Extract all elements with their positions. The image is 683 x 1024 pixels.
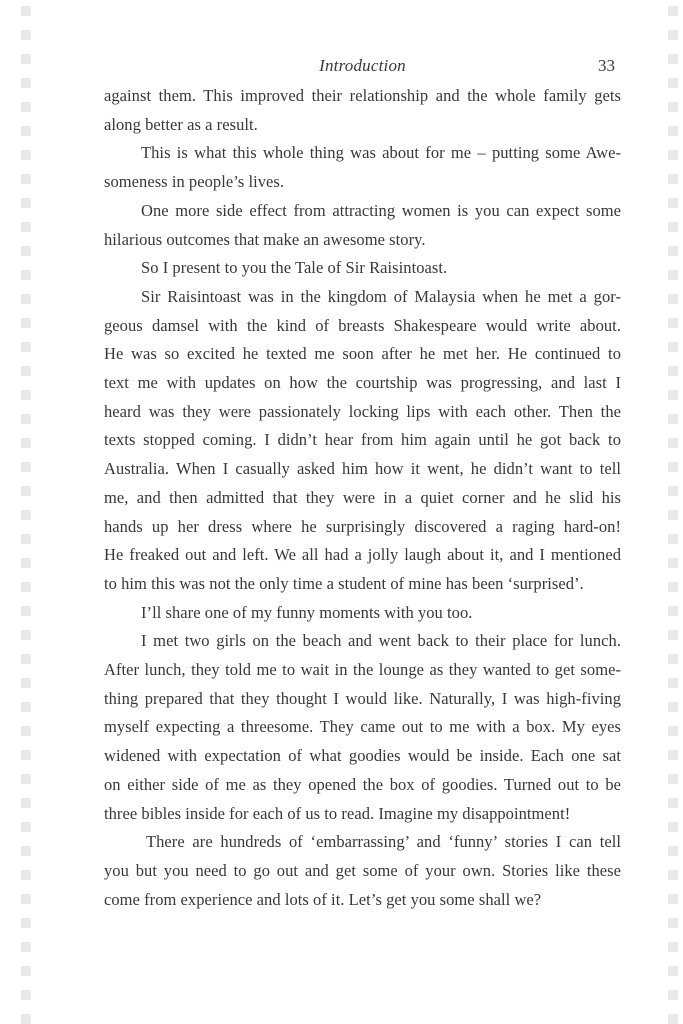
- text-line: heard was they were passionately locking lips with each other. Then the: [104, 401, 621, 421]
- paragraph: [104, 254, 621, 283]
- page-number: 33: [598, 56, 615, 75]
- scan-artifact-right: [668, 6, 678, 1024]
- paragraph: [104, 283, 621, 599]
- body-text: [104, 82, 621, 914]
- text-line: So I present to you the Tale of Sir Raisintoast.: [141, 258, 448, 278]
- paragraph: [104, 828, 621, 914]
- text-line: you but you need to go out and get some of your own. Stories like these: [104, 860, 621, 880]
- text-line: This is what this whole thing was about for me – putting some Awe-: [141, 143, 621, 163]
- text-line: He freaked out and left. We all had a jolly laugh about it, and I mentioned: [104, 545, 621, 565]
- text-line: texts stopped coming. I didn’t hear from him again until he got back to: [104, 430, 621, 450]
- text-line: widened with expectation of what goodies would be inside. Each one sat: [104, 746, 621, 766]
- text-line: thing prepared that they thought I would like. Naturally, I was high-fiving: [104, 688, 621, 708]
- text-line: along better as a result.: [104, 114, 258, 134]
- text-line: I’ll share one of my funny moments with you too.: [141, 602, 473, 622]
- text-line: to him this was not the only time a student of mine has been ‘surprised’.: [104, 573, 584, 593]
- paragraph: [104, 599, 621, 628]
- text-line: hilarious outcomes that make an awesome story.: [104, 229, 426, 249]
- text-line: three bibles inside for each of us to read. Imagine my disappointment!: [104, 803, 571, 823]
- text-line: I met two girls on the beach and went back to their place for lunch.: [141, 631, 621, 651]
- text-line: geous damsel with the kind of breasts Shakespeare would write about.: [104, 315, 621, 335]
- text-line: There are hundreds of ‘embarrassing’ and ‘funny’ stories I can tell: [146, 832, 621, 852]
- running-header: [104, 55, 621, 77]
- text-line: Australia. When I casually asked him how it went, he didn’t want to tell: [104, 459, 621, 479]
- text-line: against them. This improved their relationship and the whole family gets: [104, 86, 621, 105]
- paragraph: [104, 627, 621, 828]
- text-line: on either side of me as they opened the box of goodies. Turned out to be: [104, 774, 621, 794]
- text-line: come from experience and lots of it. Let’s get you some shall we?: [104, 889, 542, 909]
- text-line: He was so excited he texted me soon after he met her. He continued to: [104, 344, 621, 364]
- text-line: myself expecting a threesome. They came out to me with a box. My eyes: [104, 717, 621, 737]
- chapter-title: Introduction: [319, 56, 406, 75]
- paragraph: [104, 82, 621, 139]
- text-line: text me with updates on how the courtship was progressing, and last I: [104, 373, 621, 393]
- text-line: Sir Raisintoast was in the kingdom of Malaysia when he met a gor-: [141, 286, 621, 306]
- text-line: someness in people’s lives.: [104, 172, 285, 192]
- text-line: hands up her dress where he surprisingly discovered a raging hard-on!: [104, 516, 621, 536]
- text-line: After lunch, they told me to wait in the lounge as they wanted to get some-: [104, 660, 621, 680]
- scan-artifact-left: [21, 6, 31, 1024]
- paragraph: [104, 139, 621, 196]
- paragraph: [104, 197, 621, 254]
- text-line: me, and then admitted that they were in a quiet corner and he slid his: [104, 487, 621, 507]
- text-line: One more side effect from attracting women is you can expect some: [141, 200, 621, 220]
